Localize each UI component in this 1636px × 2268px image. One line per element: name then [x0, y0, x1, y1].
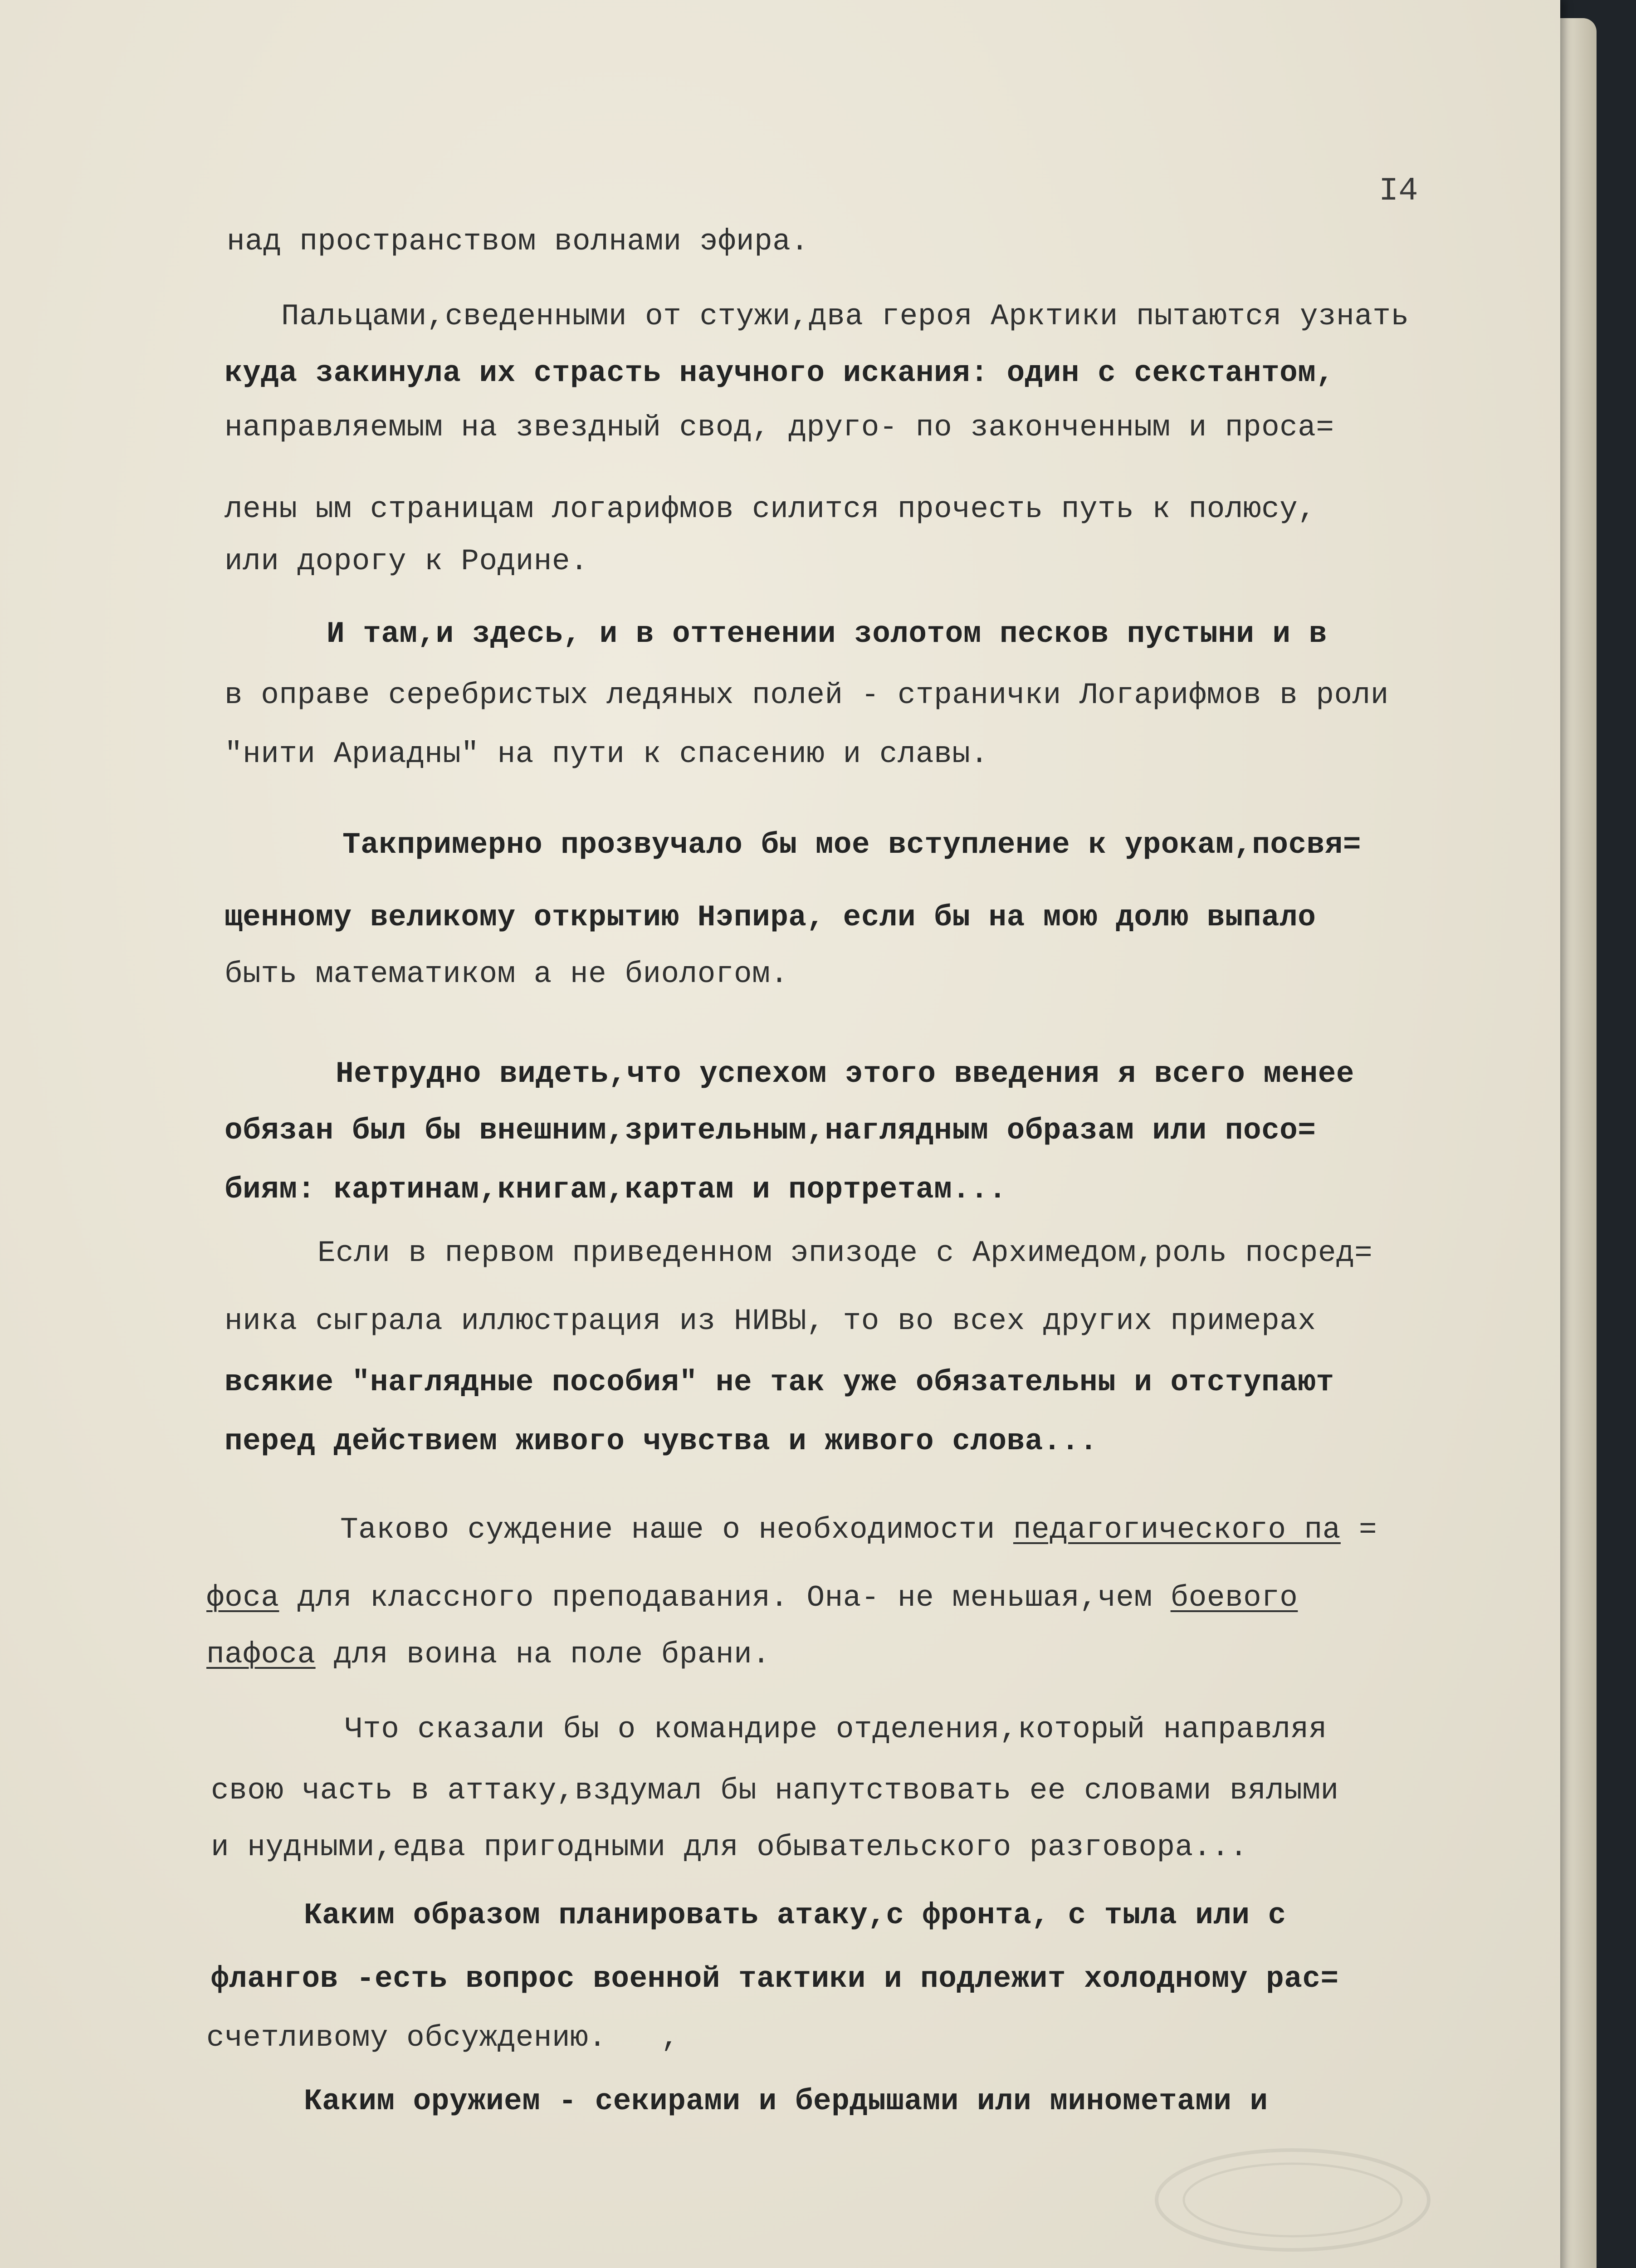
text-line: и нудными,едва пригодными для обывательского разговора... [211, 1830, 1248, 1864]
text-line: направляемым на звездный свод, друго- по законченным и проса= [225, 411, 1334, 445]
underlined-phrase: пафоса [206, 1637, 316, 1672]
underlined-phrase: фоса [206, 1581, 279, 1615]
text-line: щенному великому открытию Нэпира, если бы на мою долю выпало [225, 900, 1316, 934]
text-line: Каким оружием - секирами и бердышами или минометами и [304, 2084, 1268, 2118]
text-line: перед действием живого чувства и живого слова... [225, 1424, 1098, 1458]
underlined-phrase: педагогического па [1013, 1513, 1341, 1547]
text-line: Пальцами,сведенными от стужи,два героя Арктики пытаются узнать [281, 299, 1409, 333]
text-line: или дорогу к Родине. [225, 544, 589, 578]
text-line: быть математиком а не биологом. [225, 957, 789, 991]
text-line: Если в первом приведенном эпизоде с Архимедом,роль посред= [317, 1236, 1373, 1270]
text-line: биям: картинам,книгам,картам и портретам... [225, 1173, 1007, 1207]
text-line: И там,и здесь, и в оттенении золотом песков пустыни и в [327, 617, 1327, 651]
bleed-through-stamp [1134, 2132, 1451, 2268]
text-line: пафоса для воина на поле брани. [206, 1637, 771, 1672]
text-line: "нити Ариадны" на пути к спасению и славы. [225, 737, 989, 771]
text-line: Нетрудно видеть,что успехом этого введения я всего менее [336, 1057, 1354, 1091]
text-line: ника сыграла иллюстрация из НИВЫ, то во всех других примерах [225, 1304, 1316, 1338]
text-line: Такпримерно прозвучало бы мое вступление к урокам,посвя= [342, 828, 1361, 862]
text-line: свою часть в аттаку,вздумал бы напутствовать ее словами вялыми [211, 1774, 1339, 1808]
text-line: над пространством волнами эфира. [227, 225, 809, 259]
text-line: в оправе серебристых ледяных полей - странички Логарифмов в роли [225, 678, 1389, 712]
text-line: всякие "наглядные пособия" не так уже обязательны и отступают [225, 1365, 1334, 1399]
text-line: флангов -есть вопрос военной тактики и подлежит холодному рас= [211, 1962, 1339, 1996]
text-line: Таково суждение наше о необходимости педагогического па = [340, 1513, 1377, 1547]
text-line: лены ым страницам логарифмов силится прочесть путь к полюсу, [225, 492, 1316, 526]
page-number: I4 [1379, 172, 1418, 210]
text-line: фоса для классного преподавания. Она- не меньшая,чем боевого [206, 1581, 1298, 1615]
text-line: счетливому обсуждению. , [206, 2021, 679, 2055]
underlined-phrase: боевого [1170, 1581, 1298, 1615]
text-line: Каким образом планировать атаку,с фронта, с тыла или с [304, 1898, 1286, 1932]
text-line: обязан был бы внешним,зрительным,наглядным образам или посо= [225, 1114, 1316, 1148]
text-line: Что сказали бы о командире отделения,который направляя [345, 1712, 1327, 1746]
text-line: куда закинула их страсть научного искания: один с секстантом, [225, 356, 1334, 390]
